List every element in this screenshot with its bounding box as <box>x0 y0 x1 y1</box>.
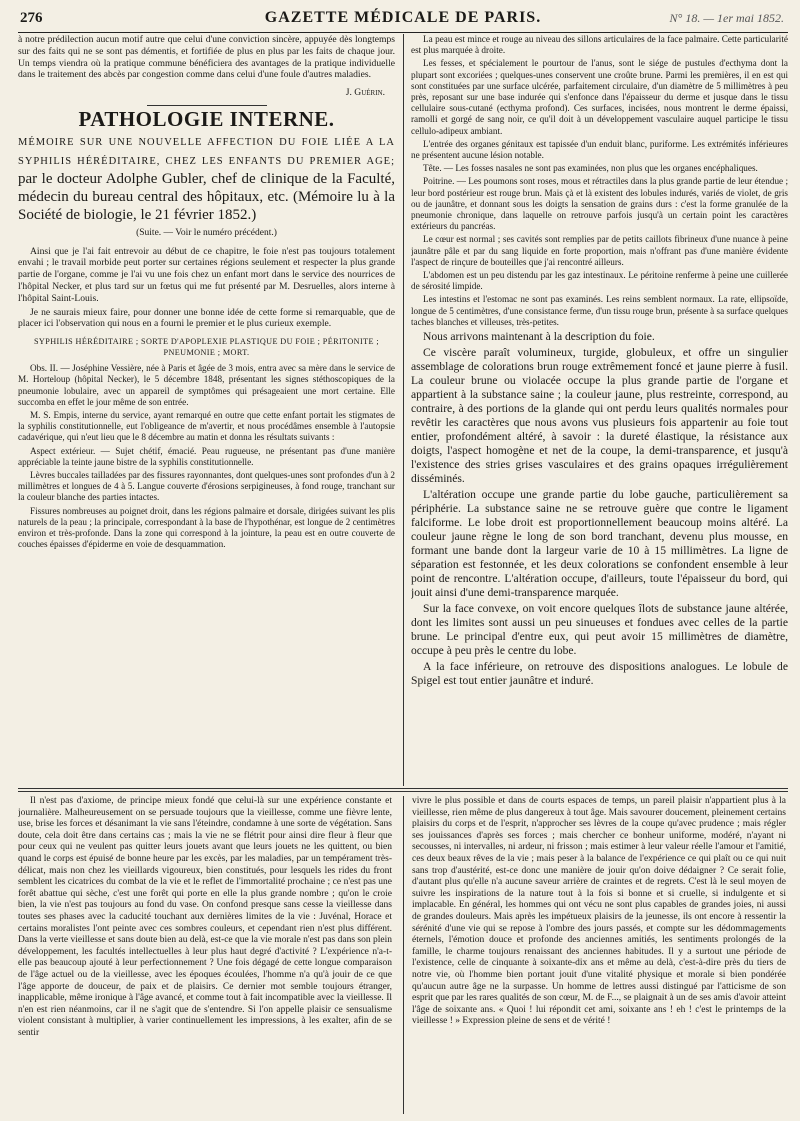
feuilleton-right-column <box>412 796 786 1114</box>
observation-paragraph: Le cœur est normal ; ses cavités sont remplies par de petits caillots fibrineux d'une nuance à peine jaunâtre pâle et par du sang liquide en forte proportion, mais n'offrant pas d'une manière évidente l'aspect de rinçure de bouteilles que j'ai rencontré ailleurs. <box>411 234 788 267</box>
paragraph: Ce viscère paraît volumineux, turgide, globuleux, et offre un singulier assemblage de colorations brun rouge extrêmement foncé et jaune pierre à fusil. La couleur brune ou violacée occupe la plus grande partie de l'organe et appartient à la substance saine ; la couleur jaune, plus restreinte, correspond, au contraire, à des portions de la glande qui ont perdu leurs qualités normales pour revêtir les caractères que nous avons vus plusieurs fois appartenir au foie tout entier, profondément altéré, à savoir : la dureté élastique, la résistance aux doigts, l'aspect homogène et net de la coupe, la demi-transparence, et jusqu'à l'existence des stries grises vasculaires et des grains opaques irrégulièrement disséminés. <box>411 346 788 486</box>
memoir-title-rest: par le docteur Adolphe Gubler, chef de clinique de la Faculté, médecin du bureau central des hôpitaux, etc. (Mémoire lu à la Société de biologie, le 21 février 1852.) <box>18 170 395 223</box>
intro-paragraph: à notre prédilection aucun motif autre que celui d'une conviction sincère, appuyée dès longtemps sur des faits qui ne se sont pas démentis, et fortifiée de plus en plus par les faits de chaque jour. Un temps viendra où la pratique commune bénéficiera des avantages de la pratique individuelle dans le traitement des abcès par congestion comme dans celui d'une foule d'autres maladies. <box>18 34 395 81</box>
issue-date: N° 18. — 1er mai 1852. <box>669 11 784 25</box>
journal-title: GAZETTE MÉDICALE DE PARIS. <box>264 9 542 26</box>
paragraph: Ainsi que je l'ai fait entrevoir au début de ce chapitre, le foie n'est pas toujours totalement envahi ; le travail morbide peut porter sur certaines régions seulement et respecter la plus grande partie de l'organe, comme je l'ai vu une fois chez un enfant mort dans le service des nourrices de l'hôpital Necker, et plus tard sur un fœtus qui me fut présenté par M. Desruelles, alors interne à l'hôpital Saint-Louis. <box>18 245 395 304</box>
feuilleton <box>18 796 788 1114</box>
right-column <box>411 34 788 786</box>
observation-paragraph: L'abdomen est un peu distendu par les gaz intestinaux. Le péritoine renferme à peine une cuillerée de sérosité limpide. <box>411 270 788 292</box>
feuilleton-paragraph: vivre le plus possible et dans de courts espaces de temps, un pareil plaisir n'appartient plus à la vieillesse, rien même de plus dangereux à tout âge. Mais savourer doucement, pleinement certains plaisirs du corps et de l'esprit, n'approcher ses lèvres de la coupe qu'avec prudence ; mais régler ses jouissances d'après ses forces ; mais chercher ce bonheur uniforme, modéré, n'ayant ni secousses, ni intervalles, ni ardeur, ni frisson ; mais estimer à leur valeur réelle l'amour et l'amitié, ces deux beaux rêves de la vie ; mais peser à la balance de l'expérience ce qui plaît ou ce qui nuit sans trop d'austérité, est-ce donc une manière de jouir qu'on doive dédaigner ? Ce serait folie, d'autant plus qu'elle n'a aucune saveur arrière de craintes et de regrets. C'est là le seul moyen de suivre les inspirations de la nature tout à la fois si bonne et si cruelle, si indulgente et si implacable. En général, les hommes qui ont vécu ne sont plus capables de grandes joies, ni aussi de grandes douleurs. Mais après les impétueux plaisirs de la jeunesse, ils ont encore à ressentir la sérénité d'une vie qui se repose à l'ombre des jours passés, et compte sur les dédommagements éternels, l'émotion douce et profonde des anciennes amitiés, les sentiments prolongés de la famille, le charme toujours renaissant des anciennes habitudes. Il y a surtout une période de l'existence, celle de cinquante à soixante-dix ans et même au delà, c'est-à-dire près du tiers de notre vie, où l'homme bien portant jouit d'une vitalité physique et morale si bien pondérée qu'aucun autre âge ne la surpasse. Un homme de lettres aussi distingué par l'atticisme de son esprit que par les rares qualités de son cœur, M. de F..., se plaignait à un de ses amis d'avoir atteint l'âge de soixante ans. « Quoi ! lui répondit cet ami, soixante ans ! eh ! c'est le printemps de la vieillesse ! » Expression pleine de sens et de vérité ! <box>412 796 786 1027</box>
feuilleton-rule-bottom <box>18 791 788 792</box>
observation-paragraph: Fissures nombreuses au poignet droit, dans les régions palmaire et dorsale, dirigées suivant les plis naturels de la peau ; la principale, correspondant à la base de l'hypothénar, est longue de 2 centimètres environ et très-profonde. Dans la zone qui correspond à la jointure, la peau est en outre couverte de couches épaisses d'épiderme en voie de desquammation. <box>18 505 395 550</box>
paragraph: Nous arrivons maintenant à la description du foie. <box>423 330 655 344</box>
observation-paragraph: Les intestins et l'estomac ne sont pas examinés. Les reins semblent normaux. La rate, ellipsoïde, longue de 5 centimètres, d'une consistance ferme, d'un tissu rouge brun, présente à sa surface quelques taches blanches et villeuses, très-petites. <box>411 294 788 327</box>
observation-paragraph: Aspect extérieur. — Sujet chétif, émacié. Peau rugueuse, ne présentant pas d'une manière appréciable la teinte jaune bistre de la syphilis constitutionnelle. <box>18 445 395 467</box>
memoir-title <box>18 132 395 224</box>
memoir-title-caps: MÉMOIRE SUR UNE NOUVELLE AFFECTION DU FOIE LIÉE A LA SYPHILIS HÉRÉDITAIRE, CHEZ LES ENFANTS DU PREMIER AGE; <box>18 136 395 167</box>
page-number: 276 <box>20 10 43 26</box>
column-rule <box>403 34 404 786</box>
observation-paragraph: L'entrée des organes génitaux est tapissée d'un enduit blanc, puriforme. Les extrémités inférieures ne présentent aucune lésion notable. <box>411 138 788 161</box>
observation-paragraph: Obs. II. — Joséphine Vessière, née à Paris et âgée de 3 mois, entra avec sa mère dans le service de M. Horteloup (hôpital Necker), le 5 décembre 1848, présentant les signes stéthoscopiques de la pneumonie lobulaire, avec un appareil de symptômes qui présageaient une mort certaine. Elle succomba en effet le jour même de son entrée. <box>18 363 395 407</box>
newspaper-page <box>18 6 788 1116</box>
observation-paragraph: Lèvres buccales tailladées par des fissures rayonnantes, dont quelques-unes sont profondes d'un à 2 millimètres et longues de 4 à 5. Langue couverte d'érosions serpigineuses, à fond rouge, tranchant sur la couleur blanche des parties intactes. <box>18 469 395 503</box>
paragraph: A la face inférieure, on retrouve des dispositions analogues. Le lobule de Spigel est tout entier jaunâtre et induré. <box>411 660 788 688</box>
feuilleton-column-rule <box>403 796 404 1114</box>
observation-paragraph: Tête. — Les fosses nasales ne sont pas examinées, non plus que les organes encéphaliques. <box>423 163 758 174</box>
page-header <box>18 6 788 33</box>
main-columns <box>18 34 788 786</box>
feuilleton-rule-top <box>18 788 788 789</box>
left-column <box>18 34 395 786</box>
observation-subheading: SYPHILIS HÉRÉDITAIRE ; SORTE D'APOPLEXIE PLASTIQUE DU FOIE ; PÉRITONITE ; PNEUMONIE ; MORT. <box>33 337 380 358</box>
feuilleton-left-column <box>18 796 392 1114</box>
feuilleton-paragraph: Il n'est pas d'axiome, de principe mieux fondé que celui-là sur une expérience constante et journalière. Malheureusement on se persuade toujours que la vieillesse, comme une fièvre lente, use, brise les forces et désanimant la vie sans l'éteindre, condamne à une sorte de végétation. Sans doute, cela doit être dans certains cas ; mais la vie ne se flétrit pour ainsi dire fleur à fleur que pour ceux qui ne veulent pas quitter leurs jouets avant que leurs jouets ne les quittent, ou bien quand le corps est épuisé de bonne heure par les excès, par les maladies, par un tempérament très-délicat, mais non chez les vieillards vigoureux, bien constitués, pour lesquels les rides du front semblent les cicatrices du combat de la vie et le reflet de l'immortalité prochaine ; ce n'est pas une forêt abattue qui sèche, c'est une forêt qui porte en elle la plus grande nombre ; qu'on le croie bien, la vie n'est pas toujours au fond du vase. On confond presque sans cesse la vieillesse dans toutes ses phases avec la caducité touchant aux dernières limites de la vie : Juvénal, Horace et certains moralistes l'ont peinte avec ces sombres couleurs, et cependant rien n'est plus différent. Dans la verte vieillesse et sans doute bien au delà, est-ce que la vie morale n'est pas dans son plein développement, les facultés intellectuelles à leur plus haut degré d'activité ? L'expérience n'a-t-elle pas beaucoup ajouté à leur perfectionnement ? Une fois dégagé de cette longue comparaison de l'âge actuel ou de la vieillesse, avec les époques écoulées, l'homme n'a qu'à jouir de ce que l'âge apporte de douceur, de paix et de plaisirs. Ce dernier mot semble toujours étranger, inapplicable, même ironique à l'âge avancé, et comme tout à fait incompatible avec la vieillesse. Il n'en est rien néanmoins, car il ne s'agit que de s'entendre. Si l'on appelle plaisir ce sensualisme violent consistant à multiplier, à varier continuellement les impressions, à les exalter, afin de se sentir <box>18 796 392 1038</box>
continuation-note: (Suite. — Voir le numéro précédent.) <box>136 227 277 238</box>
paragraph: Je ne saurais mieux faire, pour donner une bonne idée de cette forme si remarquable, que de placer ici l'observation qui nous en a fourni le premier et le plus curieux exemple. <box>18 306 395 330</box>
observation-paragraph: Les fesses, et spécialement le pourtour de l'anus, sont le siége de pustules d'ecthyma dont la plupart sont excoriées ; quelques-unes conservent une croûte brune. Parmi les premières, il en est qui sont constituées par une surface ulcérée, parfaitement circulaire, d'un diamètre de 5 millimètres à peu près, reposant sur une base indurée qui s'enfonce dans l'épaisseur du derme et jusque dans le tissu cellulaire sous-cutané (ecthyma profond). Ces surfaces, incisées, nous montrent le derme épaissi, ramolli et gorgé de sang noir, ce qu'il doit à un développement vasculaire auquel participe le tissu cellulo-adipeux ambiant. <box>411 58 788 136</box>
observation-paragraph: Poitrine. — Les poumons sont roses, mous et rétractiles dans la plus grande partie de leur étendue ; leur bord postérieur est rouge brun. Mais çà et là existent des lobules indurés, variés de violet, de gris ou de jaunâtre, et donnant sous les doigts la sensation de grains durs : c'est la forme granulée de la pneumonie chronique, dans laquelle on retrouve parfois jusqu'à un certain point les caractères extérieurs du pancréas. <box>411 176 788 232</box>
author-signature: J. Guérin. <box>345 87 385 99</box>
observation-paragraph: M. S. Empis, interne du service, ayant remarqué en outre que cette enfant portait les stigmates de la syphilis constitutionnelle, eut l'obligeance de m'avertir, et nous procédâmes ensemble à l'autopsie cadavérique, qui n'eut lieu que le 8 décembre au matin et donna les résultats suivants : <box>18 409 395 443</box>
paragraph: Sur la face convexe, on voit encore quelques îlots de substance jaune altérée, dont les limites sont aussi un peu sinueuses et fondues avec celles de la partie brune. Le principal d'entre eux, qui peut avoir 15 millimètres de diamètre, occupe à peu près le centre du lobe. <box>411 602 788 658</box>
section-title: PATHOLOGIE INTERNE. <box>78 106 335 131</box>
observation-paragraph: La peau est mince et rouge au niveau des sillons articulaires de la face palmaire. Cette particularité est plus marquée à droite. <box>411 34 788 56</box>
paragraph: L'altération occupe une grande partie du lobe gauche, particulièrement sa périphérie. La substance saine ne se retrouve guère que contre le ligament falciforme. Le lobe droit est proportionnellement beaucoup moins altéré. La couleur jaune règne le long de son bord tranchant, devenu plus mousse, en formant une bande dont la largeur varie de 10 à 15 millimètres. La ligne de séparation est festonnée, et les deux colorations se confondent ensemble à leur point de rencontre. L'altération occupe, d'ailleurs, toute l'épaisseur du bord, qui jouit ainsi d'une demi-transparence marquée. <box>411 488 788 600</box>
separator <box>147 105 267 106</box>
